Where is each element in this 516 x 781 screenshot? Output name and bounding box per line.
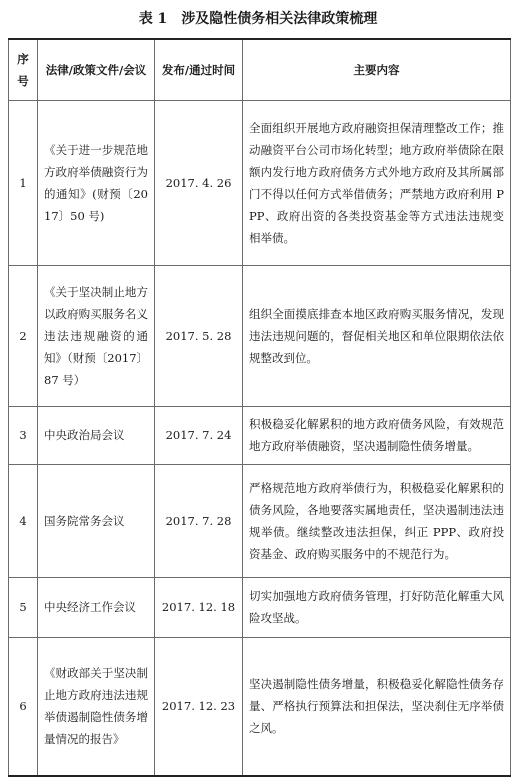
header-law: 法律/政策文件/会议 xyxy=(38,39,155,100)
row-index: 3 xyxy=(9,406,38,464)
row-date: 2017. 7. 24 xyxy=(155,406,243,464)
table-row xyxy=(9,637,511,776)
row-date: 2017. 12. 23 xyxy=(155,637,243,776)
row-date: 2017. 4. 26 xyxy=(155,100,243,265)
row-law: 国务院常务会议 xyxy=(38,464,155,577)
row-index: 2 xyxy=(9,265,38,406)
row-index: 6 xyxy=(9,637,38,776)
table-row xyxy=(9,100,511,265)
row-date: 2017. 7. 28 xyxy=(155,464,243,577)
row-date: 2017. 12. 18 xyxy=(155,577,243,637)
header-date: 发布/通过时间 xyxy=(155,39,243,100)
header-index: 序号 xyxy=(9,39,38,100)
row-content: 坚决遏制隐性债务增量，积极稳妥化解隐性债务存量、严格执行预算法和担保法，坚决刹住无序举债之风。 xyxy=(243,637,511,776)
row-law: 中央经济工作会议 xyxy=(38,577,155,637)
row-law: 《关于进一步规范地方政府举债融资行为的通知》(财预〔2017〕50 号) xyxy=(38,100,155,265)
row-index: 4 xyxy=(9,464,38,577)
header-content: 主要内容 xyxy=(243,39,511,100)
header-row xyxy=(9,39,511,100)
row-law: 《关于坚决制止地方以政府购买服务名义违法违规融资的通知》（财预〔2017〕87 号） xyxy=(38,265,155,406)
row-content: 积极稳妥化解累积的地方政府债务风险，有效规范地方政府举债融资，坚决遏制隐性债务增量。 xyxy=(243,406,511,464)
table-row xyxy=(9,464,511,577)
row-index: 1 xyxy=(9,100,38,265)
row-content: 组织全面摸底排查本地区政府购买服务情况，发现违法违规问题的，督促相关地区和单位限期依法依规整改到位。 xyxy=(243,265,511,406)
row-date: 2017. 5. 28 xyxy=(155,265,243,406)
table-title: 涉及隐性债务相关法律政策梳理 xyxy=(181,11,378,27)
row-content: 全面组织开展地方政府融资担保清理整改工作；推动融资平台公司市场化转型；地方政府举债除在限额内发行地方政府债务方式外地方政府及其所属部门不得以任何方式举借债务；严禁地方政府利用 PPP、政府出资的各类投资基金等方式违法违规变相举债。 xyxy=(243,100,511,265)
table-row xyxy=(9,577,511,637)
table-row xyxy=(9,406,511,464)
table-row xyxy=(9,265,511,406)
table-label: 表 1 xyxy=(138,11,168,27)
row-content: 切实加强地方政府债务管理，打好防范化解重大风险攻坚战。 xyxy=(243,577,511,637)
row-law: 中央政治局会议 xyxy=(38,406,155,464)
row-content: 严格规范地方政府举债行为，积极稳妥化解累积的债务风险，各地要落实属地责任，坚决遏制违法违规举债。继续整改违法担保，纠正 PPP、政府投资基金、政府购买服务中的不规范行为。 xyxy=(243,464,511,577)
policy-table xyxy=(8,38,511,777)
row-law: 《财政部关于坚决制止地方政府违法违规举债遏制隐性债务增量情况的报告》 xyxy=(38,637,155,776)
table-caption xyxy=(0,8,516,28)
row-index: 5 xyxy=(9,577,38,637)
